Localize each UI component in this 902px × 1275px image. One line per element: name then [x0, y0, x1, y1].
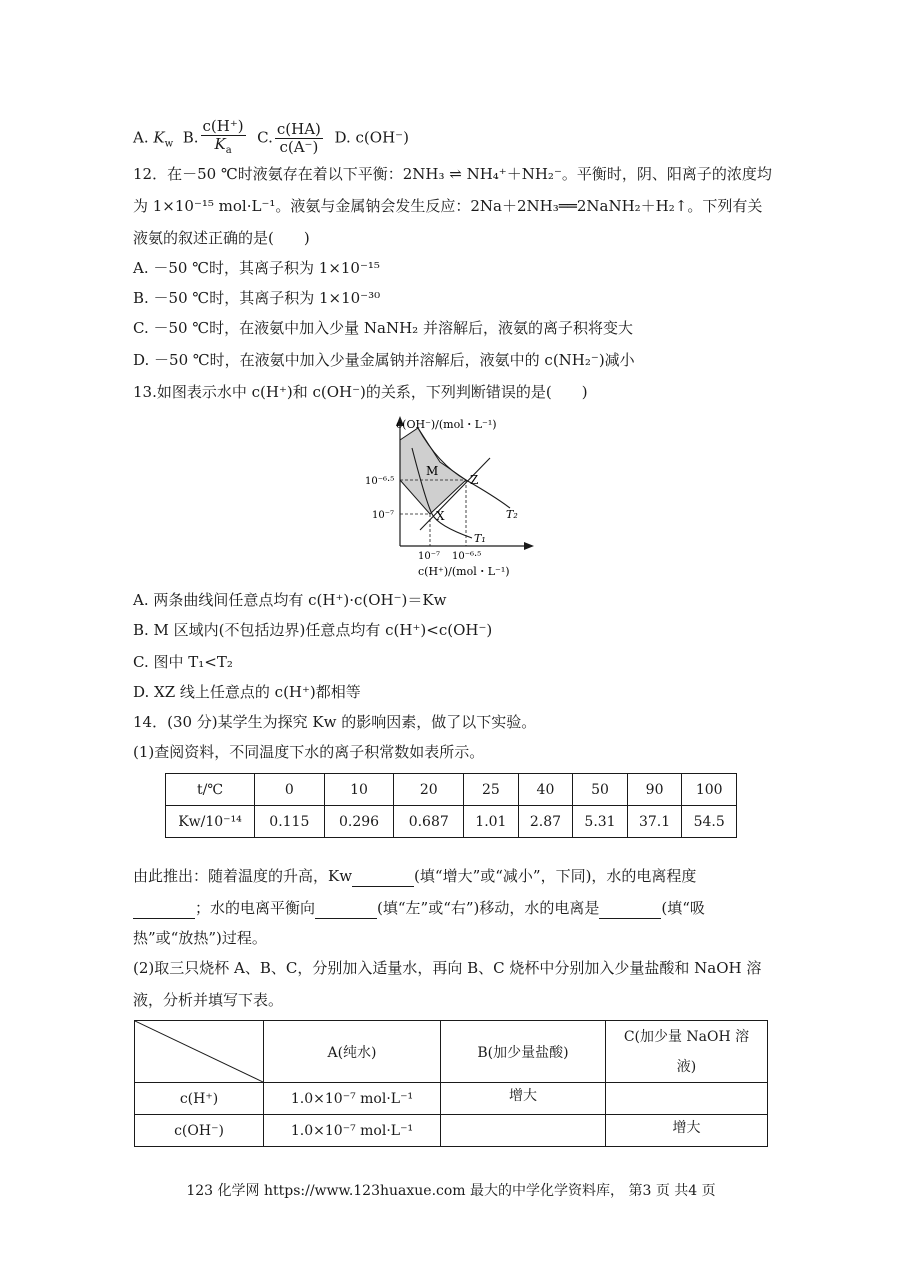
q11-option-b-den-sub: a [225, 145, 232, 156]
kw-table-value-row [166, 806, 737, 838]
page-footer: 123 化学网 https://www.123huaxue.com 最大的中学化学资料库， 第3 页 共4 页 [186, 1183, 716, 1199]
blank-kw-trend[interactable] [352, 866, 414, 887]
x-axis-arrow-icon [524, 542, 534, 550]
q14-stem: 14．(30 分)某学生为探究 Kw 的影响因素，做了以下实验。 [133, 713, 537, 731]
q14-part-1: (1)查阅资料，不同温度下水的离子积常数如表所示。 [133, 743, 485, 761]
kw-table-value-cell: 0.296 [324, 806, 394, 838]
q11-option-a: K [153, 128, 165, 147]
beaker-table-row-oh-label: c(OH⁻) [135, 1115, 264, 1147]
q11-option-b-den-symbol: K [214, 135, 226, 153]
kw-table-temp-cell: 0 [255, 774, 325, 806]
point-x-label: X [436, 509, 445, 523]
y-axis-label: c(OH⁻)/(mol・L⁻¹) [396, 418, 497, 431]
q11-option-b-label: B. [182, 128, 199, 147]
kw-table-value-cell: 0.115 [255, 806, 325, 838]
corner-diagonal [135, 1021, 263, 1082]
beaker-table-col-a: A(纯水) [264, 1021, 441, 1083]
beaker-table-row-oh-b[interactable] [441, 1115, 606, 1147]
beaker-table-row-oh-c: 增大 [606, 1115, 768, 1147]
q11-option-c-denominator: c(A⁻) [279, 138, 319, 156]
q14-fill-2-text-b: (填“左”或“右”)移动，水的电离是 [377, 899, 600, 917]
beaker-table-row-h-label: c(H⁺) [135, 1083, 264, 1115]
q12-option-a: A. －50 ℃时，其离子积为 1×10⁻¹⁵ [133, 259, 380, 277]
q14-part-2-line-2: 液，分析并填写下表。 [133, 991, 284, 1009]
kw-table-temp-cell: 10 [324, 774, 394, 806]
q11-option-d-label: D. [334, 128, 351, 147]
kw-table-temp-cell: 100 [682, 774, 737, 806]
q12-stem-line-1: 12．在－50 ℃时液氨存在着以下平衡：2NH₃ ⇌ NH₄⁺＋NH₂⁻。平衡时，阴、阳离子的浓度均 [133, 165, 772, 183]
point-m-label: M [426, 464, 439, 478]
beaker-table-row-h-c[interactable] [606, 1083, 768, 1115]
kw-table-row-label: Kw/10⁻¹⁴ [166, 806, 255, 838]
q14-fill-2-text-a: ；水的电离平衡向 [195, 899, 316, 917]
beaker-table-col-c [606, 1021, 768, 1083]
q14-fill-line-3: 热”或“放热”)过程。 [133, 929, 267, 947]
q11-options [133, 118, 409, 159]
q14-fill-line-1 [133, 866, 696, 887]
kw-table-temp-cell: 25 [464, 774, 519, 806]
q11-option-c-label: C. [257, 128, 273, 147]
beaker-table-corner-cell [135, 1021, 264, 1083]
q11-option-a-sub: w [164, 138, 174, 150]
q14-fill-2-text-c: (填“吸 [661, 899, 705, 917]
kw-table-value-cell: 5.31 [573, 806, 628, 838]
q14-fill-1-text-b: (填“增大”或“减小”，下同)，水的电离程度 [414, 867, 697, 885]
q12-stem-line-3: 液氨的叙述正确的是( ) [133, 229, 310, 247]
q11-option-b-fraction [201, 118, 246, 159]
kw-table-temp-cell: 20 [394, 774, 464, 806]
beaker-table-col-b: B(加少量盐酸) [441, 1021, 606, 1083]
q13-option-c: C. 图中 T₁<T₂ [133, 653, 233, 671]
q14-fill-1-text-a: 由此推出：随着温度的升高，Kw [133, 867, 353, 885]
q11-option-b-denominator [201, 136, 246, 159]
blank-ionization-degree[interactable] [133, 898, 195, 919]
q14-part-2-line-1: (2)取三只烧杯 A、B、C，分别加入适量水，再向 B、C 烧杯中分别加入少量盐酸和 NaOH 溶 [133, 959, 762, 977]
kw-table-value-cell: 54.5 [682, 806, 737, 838]
beaker-table-row-h-b: 增大 [441, 1083, 606, 1115]
kw-table-value-cell: 37.1 [627, 806, 682, 838]
q13-stem: 13.如图表示水中 c(H⁺)和 c(OH⁻)的关系，下列判断错误的是( ) [133, 383, 588, 401]
q14-fill-line-2 [133, 898, 705, 919]
kw-table-temp-cell: 90 [627, 774, 682, 806]
x-axis-label: c(H⁺)/(mol・L⁻¹) [418, 565, 510, 578]
kw-table-value-cell: 0.687 [394, 806, 464, 838]
kw-table-temp-cell: 50 [573, 774, 628, 806]
beaker-table-header-row [135, 1021, 768, 1083]
q11-option-b-numerator: c(H⁺) [202, 117, 244, 135]
q12-stem-line-2: 为 1×10⁻¹⁵ mol·L⁻¹。液氨与金属钠会发生反应：2Na＋2NH₃══2NaNH₂＋H₂↑。下列有关 [133, 197, 763, 215]
beaker-table-row-h [135, 1083, 768, 1115]
point-z-label: Z [470, 473, 479, 487]
y-tick-2: 10⁻⁷ [372, 510, 395, 521]
q13-option-d: D. XZ 线上任意点的 c(H⁺)都相等 [133, 683, 361, 701]
q11-option-c-fraction [275, 121, 323, 156]
kw-table [165, 773, 737, 838]
q13-figure [360, 412, 540, 582]
kw-table-temp-row [166, 774, 737, 806]
blank-heat-type[interactable] [599, 898, 661, 919]
kw-table-header-label: t/℃ [166, 774, 255, 806]
beaker-table [134, 1020, 768, 1147]
kw-table-temp-cell: 40 [518, 774, 573, 806]
beaker-table-row-h-a: 1.0×10⁻⁷ mol·L⁻¹ [264, 1083, 441, 1115]
q11-option-a-label: A. [133, 128, 149, 147]
beaker-table-row-oh [135, 1115, 768, 1147]
beaker-table-row-oh-a: 1.0×10⁻⁷ mol·L⁻¹ [264, 1115, 441, 1147]
x-tick-1: 10⁻⁷ [418, 551, 441, 562]
q11-option-d: c(OH⁻) [355, 128, 409, 147]
curve-t1-label: T₁ [474, 532, 486, 545]
beaker-table-col-c-line-2: 液) [676, 1058, 697, 1075]
kw-table-value-cell: 2.87 [518, 806, 573, 838]
q11-option-c-numerator: c(HA) [276, 120, 321, 138]
q12-option-d: D. －50 ℃时，在液氨中加入少量金属钠并溶解后，液氨中的 c(NH₂⁻)减小 [133, 351, 635, 369]
q12-option-c: C. －50 ℃时，在液氨中加入少量 NaNH₂ 并溶解后，液氨的离子积将变大 [133, 319, 633, 337]
kw-table-value-cell: 1.01 [464, 806, 519, 838]
blank-equilibrium-direction[interactable] [315, 898, 377, 919]
q13-option-a: A. 两条曲线间任意点均有 c(H⁺)·c(OH⁻)＝Kw [133, 591, 447, 609]
curve-t2-label: T₂ [506, 508, 518, 521]
q13-option-b: B. M 区域内(不包括边界)任意点均有 c(H⁺)<c(OH⁻) [133, 621, 493, 639]
beaker-table-col-c-line-1: C(加少量 NaOH 溶 [623, 1028, 750, 1045]
x-tick-2: 10⁻⁶·⁵ [452, 551, 482, 562]
y-tick-1: 10⁻⁶·⁵ [365, 476, 395, 487]
q12-option-b: B. －50 ℃时，其离子积为 1×10⁻³⁰ [133, 289, 381, 307]
